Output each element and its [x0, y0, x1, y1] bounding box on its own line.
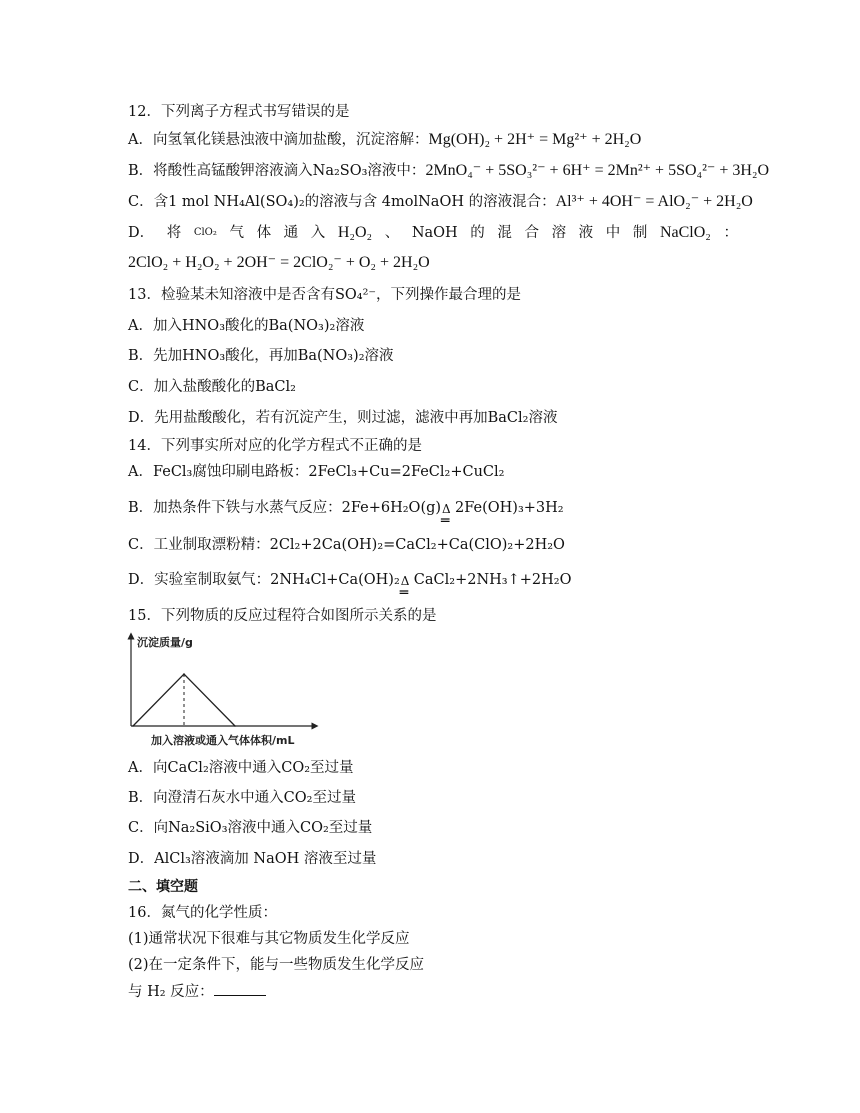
q14-option-d: D．实验室制取氨气：2NH₄Cl+Ca(OH)₂ Δ ═ CaCl₂+2NH₃↑+2H₂O [128, 572, 572, 601]
q14-option-a: A．FeCl₃腐蚀印刷电路板：2FeCl₃+Cu=2FeCl₂+CuCl₂ [128, 464, 505, 480]
q14-stem: 14．下列事实所对应的化学方程式不正确的是 [128, 438, 422, 454]
q12-d-equation: 2ClO₂ + H₂O₂ + 2OH⁻ = 2ClO₂⁻ + O₂ + 2H₂O [128, 254, 430, 271]
precipitate-chart [125, 632, 330, 752]
q14-d-text: D．实验室制取氨气：2NH₄Cl+Ca(OH)₂ [128, 572, 400, 588]
q15-option-c: C．向Na₂SiO₃溶液中通入CO₂至过量 [128, 820, 373, 836]
q12-d-part: 入 [310, 225, 326, 241]
q12-d-part: D． [128, 225, 155, 241]
delta-symbol: Δ [442, 502, 451, 516]
q12-d-part: 、 [384, 225, 400, 241]
q12-d-part: 混 [497, 225, 512, 241]
data-point [132, 725, 134, 727]
q13-option-d: D．先用盐酸酸化，若有沉淀产生，则过滤，滤液中再加BaCl₂溶液 [128, 410, 558, 426]
q14-d-products: CaCl₂+2NH₃↑+2H₂O [413, 572, 572, 588]
q12-d-part: 通 [283, 225, 299, 241]
q16-part-1: (1)通常状况下很难与其它物质发生化学反应 [128, 931, 410, 947]
q12-option-c [128, 192, 753, 212]
q12-d-part: 合 [524, 225, 539, 241]
q12-b-equation: 2MnO₄⁻ + 5SO₃²⁻ + 6H⁺ = 2Mn²⁺ + 5SO₄²⁻ + 3H₂O [425, 162, 770, 179]
x-axis-label: 加入溶液或通入气体体积/mL [151, 734, 295, 747]
q12-d-part: ClO₂ [193, 227, 217, 238]
q16-part-3-text: 与 H₂ 反应： [128, 984, 214, 1000]
q12-d-part: 体 [256, 225, 272, 241]
q15-option-b: B．向澄清石灰水中通入CO₂至过量 [128, 790, 356, 806]
q14-b-text: B．加热条件下铁与水蒸气反应：2Fe+6H₂O(g) [128, 500, 442, 516]
q14-option-c: C．工业制取漂粉精：2Cl₂+2Ca(OH)₂=CaCl₂+Ca(ClO)₂+2H₂O [128, 537, 565, 553]
q12-d-part: 液 [578, 225, 594, 241]
answer-blank[interactable] [214, 981, 266, 996]
q13-option-b: B．先加HNO₃酸化，再加Ba(NO₃)₂溶液 [128, 348, 394, 364]
q12-d-part: 中 [605, 225, 621, 241]
q12-c-equation: Al³⁺ + 4OH⁻ = AlO₂⁻ + 2H₂O [555, 193, 753, 210]
q12-d-part: H₂O₂ [337, 224, 373, 241]
q12-d-part: ： [723, 225, 738, 241]
q13-option-c: C．加入盐酸酸化的BaCl₂ [128, 379, 296, 395]
section-title: 二、填空题 [128, 879, 198, 895]
q12-d-part: NaClO₂ [659, 224, 711, 241]
data-point [183, 673, 185, 675]
q16-stem: 16．氮气的化学性质： [128, 905, 277, 921]
q12-d-part: 制 [632, 225, 648, 241]
q12-option-d [128, 223, 738, 243]
q13-stem: 13．检验某未知溶液中是否含有SO₄²⁻，下列操作最合理的是 [128, 287, 522, 303]
y-axis-label: 沉淀质量/g [137, 636, 193, 649]
q15-option-a: A．向CaCl₂溶液中通入CO₂至过量 [128, 760, 354, 776]
q12-a-equation: Mg(OH)₂ + 2H⁺ = Mg²⁺ + 2H₂O [428, 131, 642, 148]
q14-option-b: B．加热条件下铁与水蒸气反应：2Fe+6H₂O(g) Δ ═ 2Fe(OH)₃+3H₂ [128, 500, 564, 529]
delta-symbol: Δ [400, 574, 410, 588]
q12-d-part: 气 [229, 225, 244, 241]
q12-c-text: C．含1 mol NH₄Al(SO₄)₂的溶液与含 4molNaOH 的溶液混合： [128, 194, 556, 210]
q12-option-a [128, 130, 641, 150]
q15-option-d: D．AlCl₃溶液滴加 NaOH 溶液至过量 [128, 851, 377, 867]
q12-a-text: A．向氢氧化镁悬浊液中滴加盐酸，沉淀溶解： [128, 132, 429, 148]
q12-d-part: 将 [166, 225, 182, 241]
q15-stem: 15．下列物质的反应过程符合如图所示关系的是 [128, 608, 437, 624]
q12-d-part: NaOH [411, 225, 458, 241]
q12-d-part: 的 [470, 225, 485, 241]
q14-b-products: 2Fe(OH)₃+3H₂ [455, 500, 564, 516]
q12-option-b [128, 161, 769, 181]
q12-d-part: 溶 [551, 225, 567, 241]
q16-part-2: (2)在一定条件下，能与一些物质发生化学反应 [128, 957, 425, 973]
q16-part-3 [128, 981, 266, 1002]
q13-option-a: A．加入HNO₃酸化的Ba(NO₃)₂溶液 [128, 318, 365, 334]
data-point [234, 725, 236, 727]
q12-b-text: B．将酸性高锰酸钾溶液滴入Na₂SO₃溶液中： [128, 163, 426, 179]
q12-stem: 12．下列离子方程式书写错误的是 [128, 104, 350, 120]
